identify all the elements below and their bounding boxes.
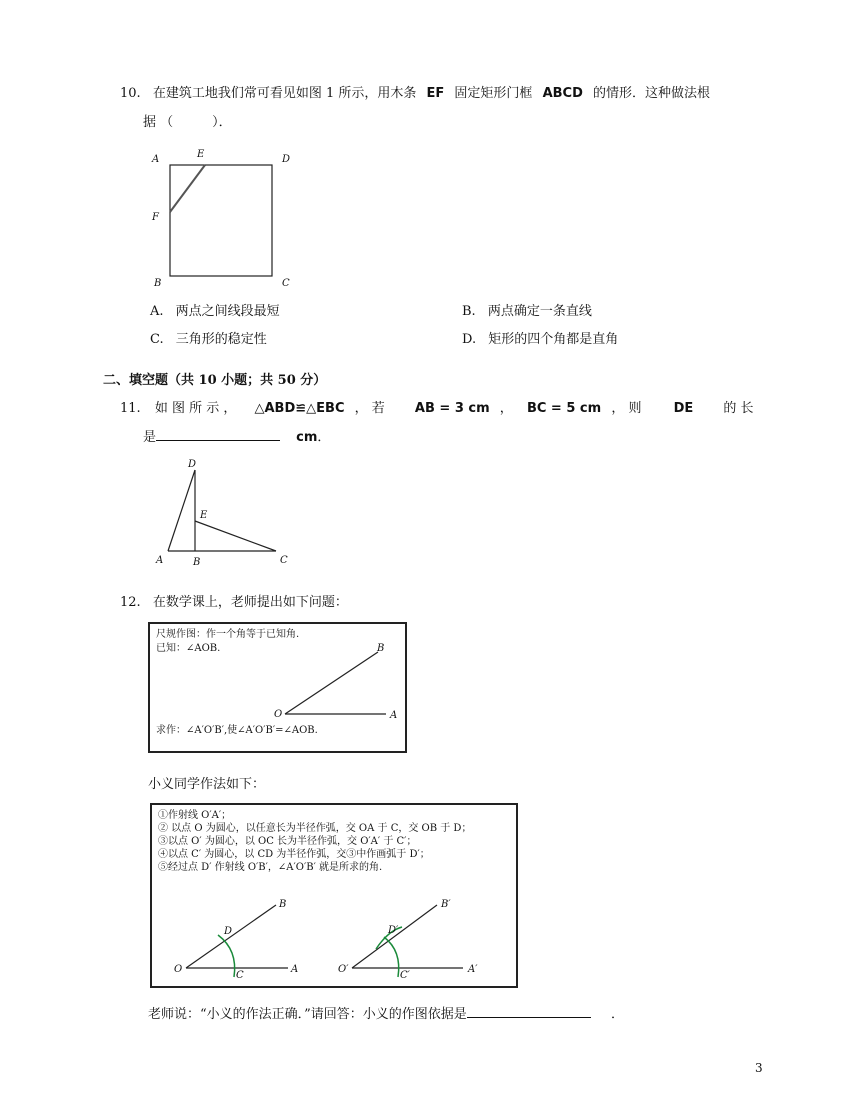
q10-text-b: 固定矩形门框 [454, 86, 533, 101]
q10-abcd: ABCD [542, 86, 583, 101]
label-c: C [236, 970, 244, 981]
option-key: D. [462, 332, 477, 347]
q12-text: 在数学课上，老师提出如下问题： [152, 595, 348, 610]
q11-text: ， 若 [354, 401, 385, 416]
construction-figure [152, 805, 516, 986]
step-2: ② 以点 O 为圆心，以任意长为半径作弧，交 OA 于 C，交 OB 于 D； [158, 823, 472, 834]
label-c: C [280, 555, 288, 566]
answer-blank[interactable] [467, 1017, 591, 1018]
option-text: 两点之间线段最短 [175, 304, 280, 319]
q11-text: ， [499, 401, 513, 416]
q10-line1 [120, 82, 710, 101]
label-b: B [193, 557, 201, 568]
label-d: D [282, 154, 291, 165]
q11-line1 [120, 397, 760, 416]
option-key: B. [462, 304, 476, 319]
ray-o-b-prime [352, 905, 437, 968]
q10-text-a: 在建筑工地我们常可看见如图 1 所示，用木条 [152, 86, 417, 101]
option-key: A. [150, 304, 164, 319]
q11-text: ． [317, 430, 331, 445]
label-o: O [274, 709, 283, 720]
label-b-prime: B′ [441, 899, 451, 910]
rectangle-abcd [170, 165, 272, 276]
label-o: O [174, 964, 183, 975]
brace-ef [170, 165, 205, 212]
segment-ad [168, 470, 195, 551]
problem-box [148, 622, 407, 753]
q11-text: ， 则 [611, 401, 642, 416]
box1-line2: 已知：∠AOB. [156, 643, 221, 654]
label-d: D [188, 459, 197, 470]
step-4: ④以点 C′ 为圆心，以 CD 为半径作弧，交③中作画弧于 D′； [158, 849, 430, 860]
segment-ec [195, 521, 276, 551]
label-a: A [291, 964, 299, 975]
q10-option-c [150, 328, 267, 347]
label-a-prime: A′ [468, 964, 478, 975]
step-3: ③以点 O′ 为圆心，以 OC 长为半径作弧，交 O′A′ 于 C′； [158, 836, 417, 847]
label-d: D [224, 926, 233, 937]
arc-cd [218, 935, 235, 977]
method-box [150, 803, 518, 988]
q10-option-b [462, 300, 592, 319]
box1-line1: 尺规作图：作一个角等于已知角. [156, 629, 300, 640]
q10-figure [145, 140, 305, 295]
page-number: 3 [755, 1061, 763, 1075]
q10-option-a [150, 300, 280, 319]
answer-blank[interactable] [156, 440, 280, 441]
label-o-prime: O′ [338, 964, 349, 975]
option-text: 两点确定一条直线 [487, 304, 592, 319]
q11-ab: AB = 3 cm [414, 401, 490, 416]
q12-line1 [120, 591, 348, 610]
q11-figure [150, 455, 300, 570]
q12-teacher-line [148, 1003, 624, 1022]
q10-number: 10. [120, 86, 141, 101]
q11-text: 的 长 [723, 401, 754, 416]
label-a: A [152, 154, 160, 165]
option-text: 矩形的四个角都是直角 [488, 332, 619, 347]
q12-intro2: 小义同学作法如下： [148, 777, 266, 792]
q12-teacher-text: 老师说：“小义的作法正确．”请回答：小义的作图依据是 [148, 1007, 467, 1022]
label-c-prime: C′ [400, 970, 410, 981]
label-b: B [154, 278, 162, 289]
label-f: F [152, 212, 159, 223]
q11-number: 11. [120, 401, 141, 416]
box1-line3: 求作：∠A′O′B′,使∠A′O′B′=∠AOB. [156, 725, 318, 736]
step-1: ①作射线 O′A′； [158, 810, 232, 821]
q10-option-d [462, 328, 618, 347]
option-key: C. [150, 332, 164, 347]
q11-text: 是 [143, 430, 157, 445]
label-a: A [390, 710, 398, 721]
q12-number: 12. [120, 595, 141, 610]
q11-congruence: △ABD≌△EBC [254, 401, 345, 416]
option-text: 三角形的稳定性 [175, 332, 267, 347]
label-e: E [200, 510, 208, 521]
label-c: C [282, 278, 290, 289]
q11-bc: BC = 5 cm [526, 401, 602, 416]
label-d-prime: D′ [388, 925, 399, 936]
q11-de: DE [673, 401, 694, 416]
label-b: B [377, 643, 385, 654]
q11-line2 [143, 426, 330, 445]
q11-text: 如 图 所 示 ， [154, 401, 237, 416]
q10-text-c: 的情形．这种做法根 [593, 86, 711, 101]
label-e: E [197, 149, 205, 160]
label-a: A [156, 555, 164, 566]
step-5: ⑤经过点 D′ 作射线 O′B′，∠A′O′B′ 就是所求的角. [158, 862, 383, 873]
q11-unit: cm [296, 430, 318, 445]
section-title: 二、填空题（共 10 小题；共 50 分） [103, 373, 327, 388]
q10-ef: EF [426, 86, 445, 101]
q12-teacher-end: ． [610, 1007, 624, 1022]
ray-ob [285, 652, 378, 714]
q10-line2: 据 （ ）． [143, 115, 232, 130]
label-b: B [279, 899, 287, 910]
